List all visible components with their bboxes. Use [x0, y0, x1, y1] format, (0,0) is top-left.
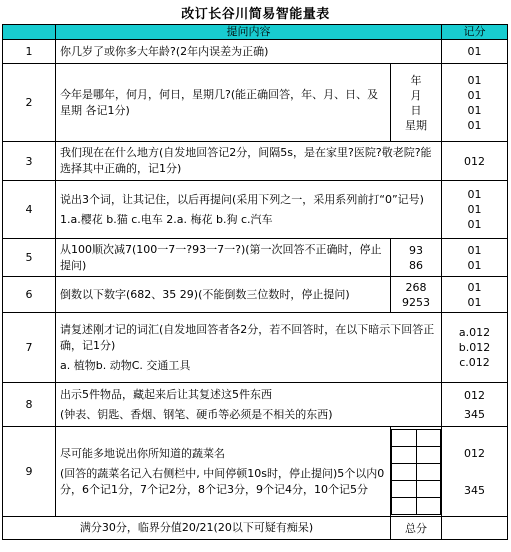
assessment-table [2, 24, 508, 540]
question-text: 尽可能多地说出你所知道的蔬菜名 [60, 446, 225, 460]
vegetable-entry-grid [391, 429, 441, 515]
score-value: 01 [467, 88, 482, 102]
header-score: 记分 [442, 25, 508, 40]
items-cell [391, 239, 442, 277]
score-value: b.012 [458, 341, 491, 354]
score-value: 01 [467, 258, 482, 272]
score-cell: 012 [442, 142, 508, 181]
score-cell [442, 277, 508, 313]
date-items-cell [391, 64, 442, 142]
table-row [3, 181, 508, 239]
table-row [3, 277, 508, 313]
row-number: 9 [3, 427, 56, 517]
question-text: 从100顺次减7(100一7一?93一7一?)(第一次回答不正确时，停止提问) [56, 239, 391, 277]
score-value: 01 [467, 243, 482, 257]
footer-summary: 满分30分，临界分值20/21(20以下可疑有痴呆) [3, 517, 391, 540]
entry-box[interactable] [392, 480, 417, 497]
score-value: 01 [467, 103, 482, 117]
entry-box[interactable] [416, 463, 441, 480]
total-label: 总分 [391, 517, 442, 540]
score-value: a.012 [458, 326, 491, 339]
item-label: 9253 [402, 295, 430, 309]
table-row [3, 64, 508, 142]
entry-box[interactable] [416, 497, 441, 514]
question-text: 出示5件物品，藏起来后让其复述这5件东西 [60, 387, 272, 401]
page-title: 改订长谷川简易智能量表 [181, 7, 330, 22]
entry-box[interactable] [392, 497, 417, 514]
table-row [3, 40, 508, 64]
table-row [3, 313, 508, 383]
table-row [3, 383, 508, 427]
table-footer-row [3, 517, 508, 540]
table-header-row [3, 25, 508, 40]
item-label: 年 [410, 73, 422, 87]
score-value: 01 [467, 295, 482, 309]
items-cell [391, 277, 442, 313]
item-label: 日 [410, 103, 422, 117]
row-number: 6 [3, 277, 56, 313]
row-number: 8 [3, 383, 56, 427]
entry-box[interactable] [416, 480, 441, 497]
item-label: 86 [409, 258, 423, 272]
score-cell [442, 427, 508, 517]
row-number: 5 [3, 239, 56, 277]
question-text: 说出3个词，让其记住，以后再提问(采用下列之一，采用系列前打“0”记号) [60, 192, 424, 206]
row-number: 3 [3, 142, 56, 181]
score-value: 345 [464, 483, 485, 497]
question-text: 倒数以下数字(682、35 29)(不能倒数三位数时，停止提问) [56, 277, 391, 313]
item-label: 星期 [405, 118, 427, 132]
table-row [3, 142, 508, 181]
score-value: 012 [464, 446, 485, 460]
row-number: 4 [3, 181, 56, 239]
item-label: 月 [410, 88, 422, 102]
row-number: 2 [3, 64, 56, 142]
score-cell [442, 181, 508, 239]
score-value: 01 [467, 118, 482, 132]
question-cell [56, 427, 391, 517]
score-cell [442, 383, 508, 427]
entry-box[interactable] [392, 429, 417, 446]
score-value: c.012 [459, 356, 490, 369]
row-number: 1 [3, 40, 56, 64]
entry-box[interactable] [392, 463, 417, 480]
total-score-cell[interactable] [442, 517, 508, 540]
question-text: 我们现在在什么地方(自发地回答记2分，间隔5s，是在家里?医院?敬老院?能选择其中正确的，记1分) [56, 142, 442, 181]
item-label: 93 [409, 243, 423, 257]
question-text: 你几岁了或你多大年龄?(2年内误差为正确) [56, 40, 442, 64]
entry-box[interactable] [416, 446, 441, 463]
question-cell [56, 383, 442, 427]
word-list: 1.a.樱花 b.猫 c.电车 2.a. 梅花 b.狗 c.汽车 [60, 212, 273, 226]
score-value: 01 [467, 280, 482, 294]
question-text: 请复述刚才记的词汇(自发地回答者各2分，若不回答时，在以下暗示下回答正确，记1分) [60, 322, 435, 352]
entry-box[interactable] [416, 429, 441, 446]
score-value: 01 [467, 188, 482, 201]
header-num-cell [3, 25, 56, 40]
question-cell [56, 181, 442, 239]
score-value: 01 [467, 203, 482, 216]
table-row [3, 427, 508, 517]
header-question: 提问内容 [56, 25, 442, 40]
score-cell [442, 313, 508, 383]
vegetable-entry-grid-cell [391, 427, 442, 517]
question-text: 今年是哪年，何月，何日，星期几?(能正确回答，年、月、日、及星期 各记1分) [56, 64, 391, 142]
score-value: 345 [464, 407, 485, 421]
score-cell [442, 64, 508, 142]
row-number: 7 [3, 313, 56, 383]
item-label: 268 [405, 280, 427, 294]
question-note: (回答的蔬菜名记入右侧栏中, 中间停顿10s时，停止提问)5个以内0分，6个记1分，7个记2分，8个记3分，9个记4分，10个记5分 [60, 466, 385, 496]
score-value: 01 [467, 73, 482, 87]
entry-box[interactable] [392, 446, 417, 463]
hint-list: a. 植物b. 动物C. 交通工具 [60, 358, 191, 372]
score-value: 012 [464, 388, 485, 402]
question-cell [56, 313, 442, 383]
table-row [3, 239, 508, 277]
score-cell [442, 239, 508, 277]
score-value: 01 [467, 218, 482, 231]
score-cell: 01 [442, 40, 508, 64]
question-note: (钟表、钥匙、香烟、钢笔、硬币等必须是不相关的东西) [60, 407, 333, 421]
